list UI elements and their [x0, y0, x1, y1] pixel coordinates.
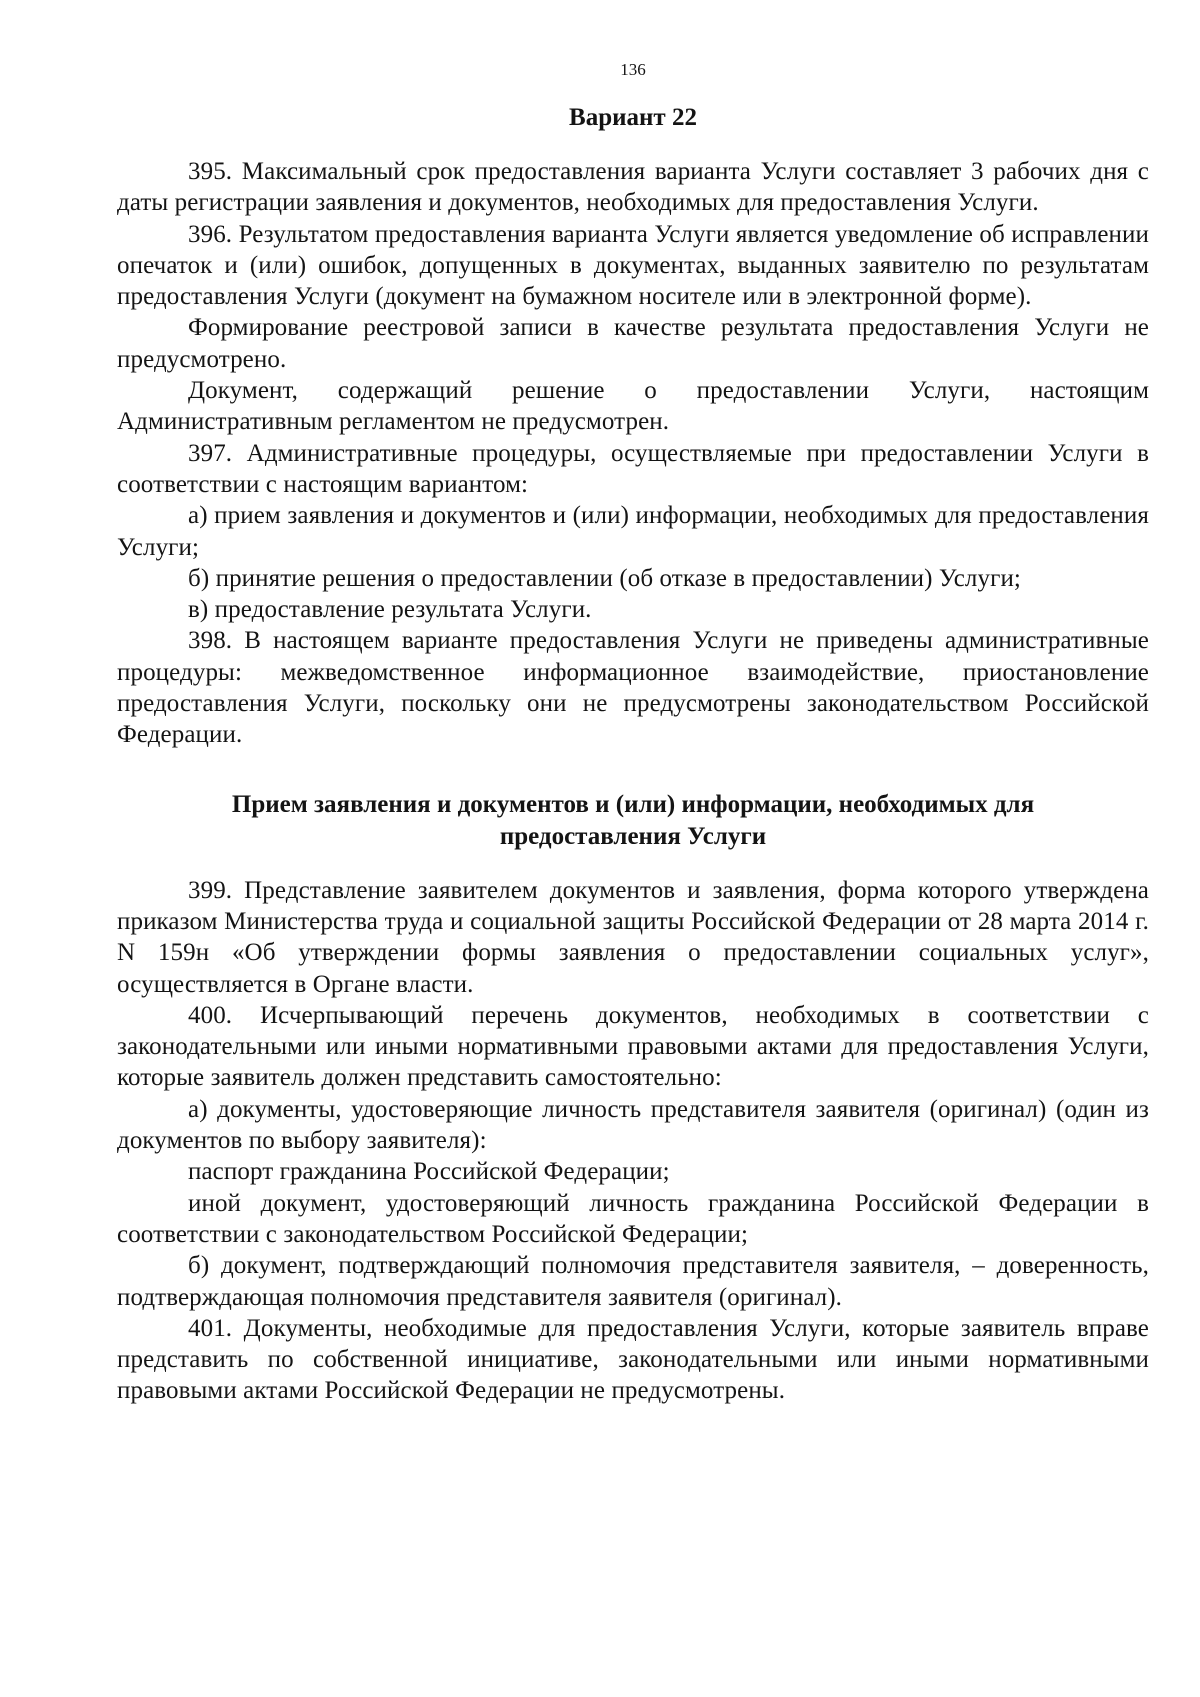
- page-number: 136: [620, 60, 646, 79]
- paragraph-396: 396. Результатом предоставления варианта Услуги является уведомление об исправлении опечаток и (или) ошибок, допущенных в документах, выданных заявителю по результатам предоставления Услуги (документ на бумажном носителе или в электронной форме).: [117, 220, 1149, 311]
- paragraph-decision-document: Документ, содержащий решение о предоставлении Услуги, настоящим Административным регламентом не предусмотрен.: [117, 377, 1149, 436]
- paragraph-395: 395. Максимальный срок предоставления варианта Услуги составляет 3 рабочих дня с даты регистрации заявления и документов, необходимых для предоставления Услуги.: [117, 158, 1149, 217]
- list-item-a-documents: а) документы, удостоверяющие личность представителя заявителя (оригинал) (один из документов по выбору заявителя):: [117, 1095, 1149, 1155]
- list-item-b: б) принятие решения о предоставлении (об отказе в предоставлении) Услуги;: [188, 564, 1021, 592]
- paragraph-400: 400. Исчерпывающий перечень документов, необходимых в соответствии с законодательными или иными нормативными правовыми актами для предоставления Услуги, которые заявитель должен представить самостоятельно:: [117, 1001, 1149, 1092]
- list-item-v: в) предоставление результата Услуги.: [188, 596, 592, 624]
- document-page: [117, 60, 1149, 1407]
- paragraph-397: 397. Административные процедуры, осуществляемые при предоставлении Услуги в соответствии с настоящим вариантом:: [117, 439, 1149, 498]
- paragraph-registry-record: Формирование реестровой записи в качестве результата предоставления Услуги не предусмотрено.: [117, 314, 1149, 373]
- list-item-other-document: иной документ, удостоверяющий личность гражданина Российской Федерации в соответствии с законодательством Российской Федерации;: [117, 1189, 1149, 1248]
- list-item-b-authority: б) документ, подтверждающий полномочия представителя заявителя, – доверенность, подтверждающая полномочия представителя заявителя (оригинал).: [117, 1252, 1149, 1311]
- section-heading-line-1: Прием заявления и документов и (или) информации, необходимых для: [231, 790, 1035, 818]
- section-heading-line-2: предоставления Услуги: [499, 822, 767, 850]
- list-item-passport: паспорт гражданина Российской Федерации;: [188, 1158, 670, 1186]
- paragraph-398: 398. В настоящем варианте предоставления Услуги не приведены административные процедуры: межведомственное информационное взаимодействие, приостановление предоставления Услуги, поскольку они не предусмотрены законодательством Российской Федерации.: [117, 627, 1149, 749]
- paragraph-399: 399. Представление заявителем документов и заявления, форма которого утверждена приказом Министерства труда и социальной защиты Российской Федерации от 28 марта 2014 г. N 159н «Об утверждении формы заявления о предоставлении социальных услуг», осуществляется в Органе власти.: [117, 876, 1149, 998]
- paragraph-401: 401. Документы, необходимые для предоставления Услуги, которые заявитель вправе представить по собственной инициативе, законодательными или иными нормативными правовыми актами Российской Федерации не предусмотрены.: [117, 1314, 1149, 1405]
- section-heading: [117, 789, 1149, 853]
- list-item-a: а) прием заявления и документов и (или) информации, необходимых для предоставления Услуги;: [117, 502, 1149, 561]
- variant-heading: Вариант 22: [569, 104, 697, 131]
